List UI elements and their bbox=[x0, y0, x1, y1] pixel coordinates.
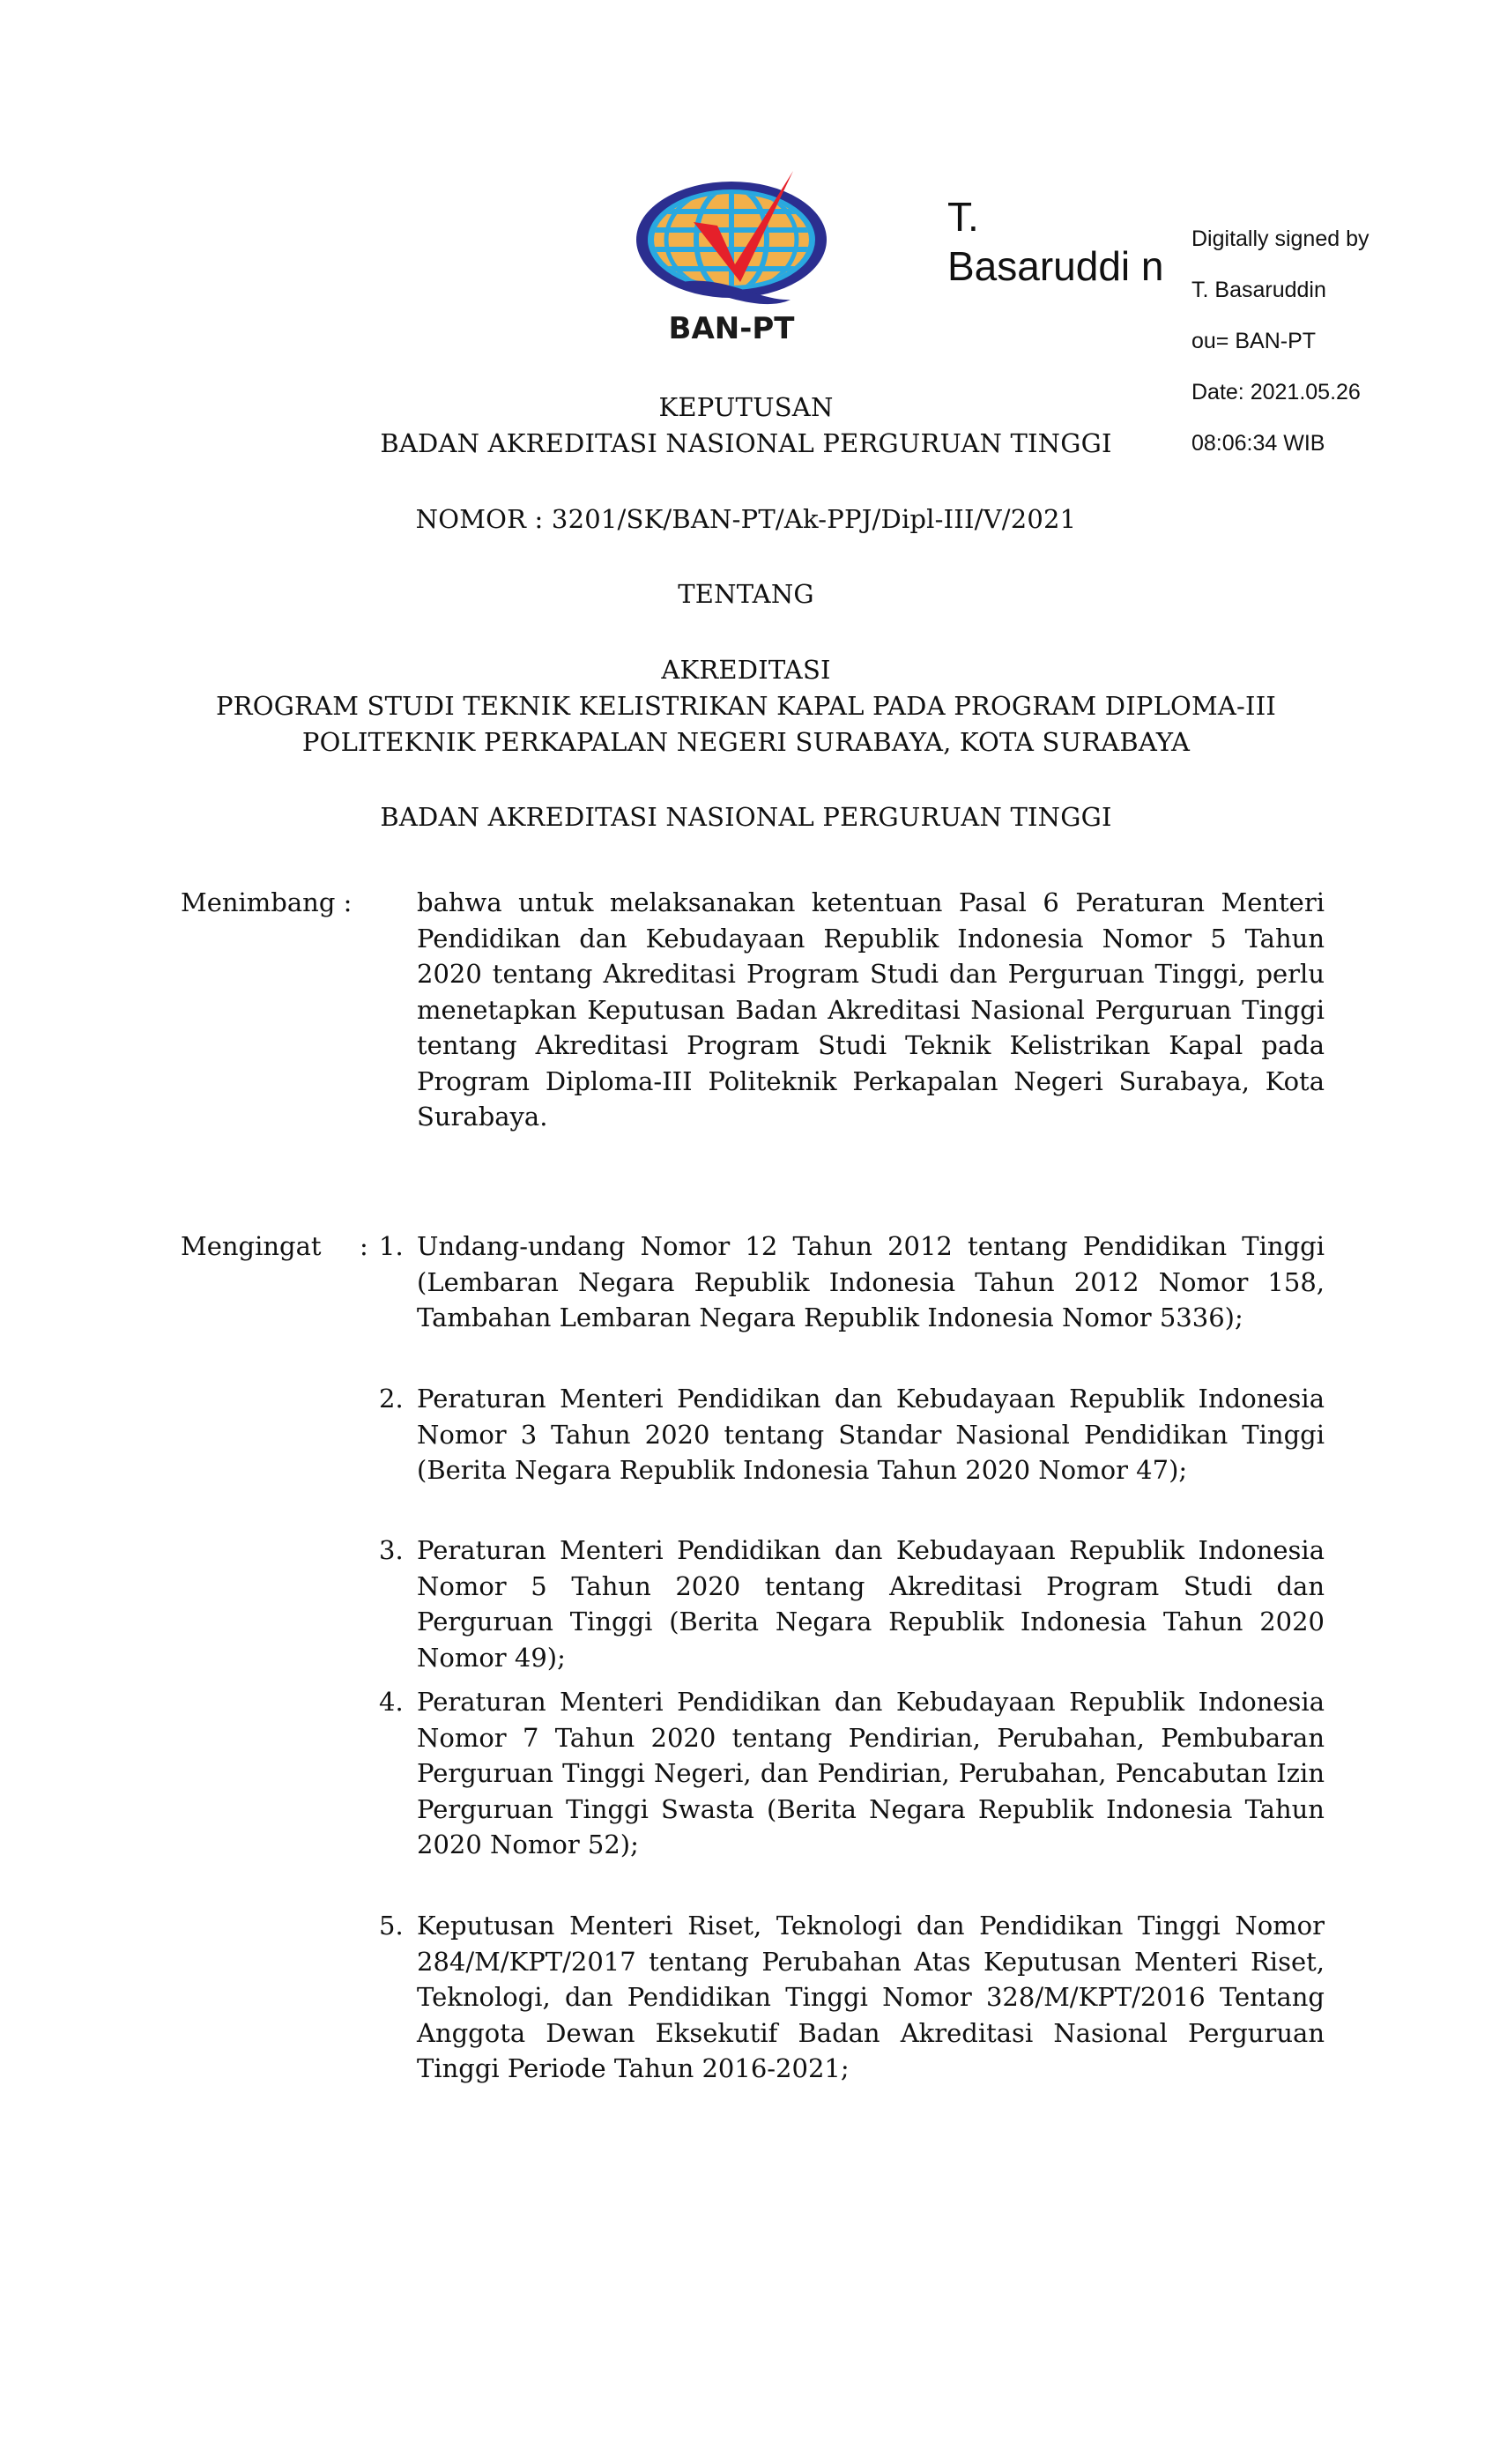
authority-name: BADAN AKREDITASI NASIONAL PERGURUAN TINGGI bbox=[380, 802, 1112, 832]
list-item-text: Peraturan Menteri Pendidikan dan Kebudayaan Republik Indonesia Nomor 3 Tahun 2020 tentang Standar Nasional Pendidikan Tinggi (Berita Negara Republik Indonesia Tahun 2020 Nomor 47); bbox=[417, 1384, 1325, 1485]
signature-line: Digitally signed by bbox=[1191, 226, 1370, 251]
signature-line: ou= BAN-PT bbox=[1191, 329, 1317, 353]
list-item-number: 2. bbox=[379, 1384, 404, 1414]
list-item-number: 1. bbox=[379, 1231, 404, 1261]
about-label: TENTANG bbox=[678, 579, 814, 609]
signature-name: T. Basaruddi n bbox=[947, 194, 1164, 289]
issuer-name: BADAN AKREDITASI NASIONAL PERGURUAN TINGGI bbox=[380, 428, 1112, 458]
subject-line-2: POLITEKNIK PERKAPALAN NEGERI SURABAYA, KOTA SURABAYA bbox=[301, 727, 1191, 757]
list-item-text: Undang-undang Nomor 12 Tahun 2012 tentang Pendidikan Tinggi (Lembaran Negara Republik Indonesia Tahun 2012 Nomor 158, Tambahan Lembaran Negara Republik Indonesia Nomor 5336); bbox=[417, 1231, 1325, 1332]
logo-text: BAN-PT bbox=[668, 311, 795, 346]
list-item-number: 4. bbox=[379, 1687, 404, 1717]
menimbang-text: bahwa untuk melaksanakan ketentuan Pasal 6 Peraturan Menteri Pendidikan dan Kebudayaan Republik Indonesia Nomor 5 Tahun 2020 tentang Akreditasi Program Studi dan Perguruan Tinggi, perlu menetapkan Keputusan Badan Akreditasi Nasional Perguruan Tinggi tentang Akreditasi Program Studi Teknik Kelistrikan Kapal pada Program Diploma-III Politeknik Perkapalan Negeri Surabaya, Kota Surabaya. bbox=[417, 887, 1325, 1132]
list-item-text: Peraturan Menteri Pendidikan dan Kebudayaan Republik Indonesia Nomor 5 Tahun 2020 tentang Akreditasi Program Studi dan Perguruan Tinggi (Berita Negara Republik Indonesia Tahun 2020 Nomor 49); bbox=[417, 1535, 1325, 1673]
list-item-number: 5. bbox=[379, 1911, 404, 1941]
menimbang-label: Menimbang : bbox=[181, 887, 353, 917]
subject-line-1: PROGRAM STUDI TEKNIK KELISTRIKAN KAPAL PADA PROGRAM DIPLOMA-III bbox=[215, 691, 1277, 721]
signature-date: Date: 2021.05.26 bbox=[1191, 380, 1361, 404]
list-item-text: Keputusan Menteri Riset, Teknologi dan Pendidikan Tinggi Nomor 284/M/KPT/2017 tentang Perubahan Atas Keputusan Menteri Riset, Teknologi, dan Pendidikan Tinggi Nomor 328/M/KPT/2016 Tentang Anggota Dewan Eksekutif Badan Akreditasi Nasional Perguruan Tinggi Periode Tahun 2016-2021; bbox=[417, 1911, 1325, 2083]
list-item-text: Peraturan Menteri Pendidikan dan Kebudayaan Republik Indonesia Nomor 7 Tahun 2020 tentang Pendirian, Perubahan, Pembubaran Perguruan Tinggi Negeri, dan Pendirian, Perubahan, Pencabutan Izin Perguruan Tinggi Swasta (Berita Negara Republik Indonesia Tahun 2020 Nomor 52); bbox=[417, 1687, 1325, 1859]
decree-number: NOMOR : 3201/SK/BAN-PT/Ak-PPJ/Dipl-III/V/2021 bbox=[415, 504, 1077, 534]
ban-pt-logo-icon bbox=[627, 169, 848, 350]
list-item-number: 3. bbox=[379, 1535, 404, 1565]
subject-title: AKREDITASI bbox=[661, 655, 831, 685]
signature-line: T. Basaruddin bbox=[1191, 278, 1326, 302]
mengingat-colon: : bbox=[360, 1231, 368, 1261]
document-title: KEPUTUSAN bbox=[658, 392, 834, 422]
mengingat-label: Mengingat bbox=[181, 1231, 322, 1261]
signature-time: 08:06:34 WIB bbox=[1191, 431, 1325, 456]
